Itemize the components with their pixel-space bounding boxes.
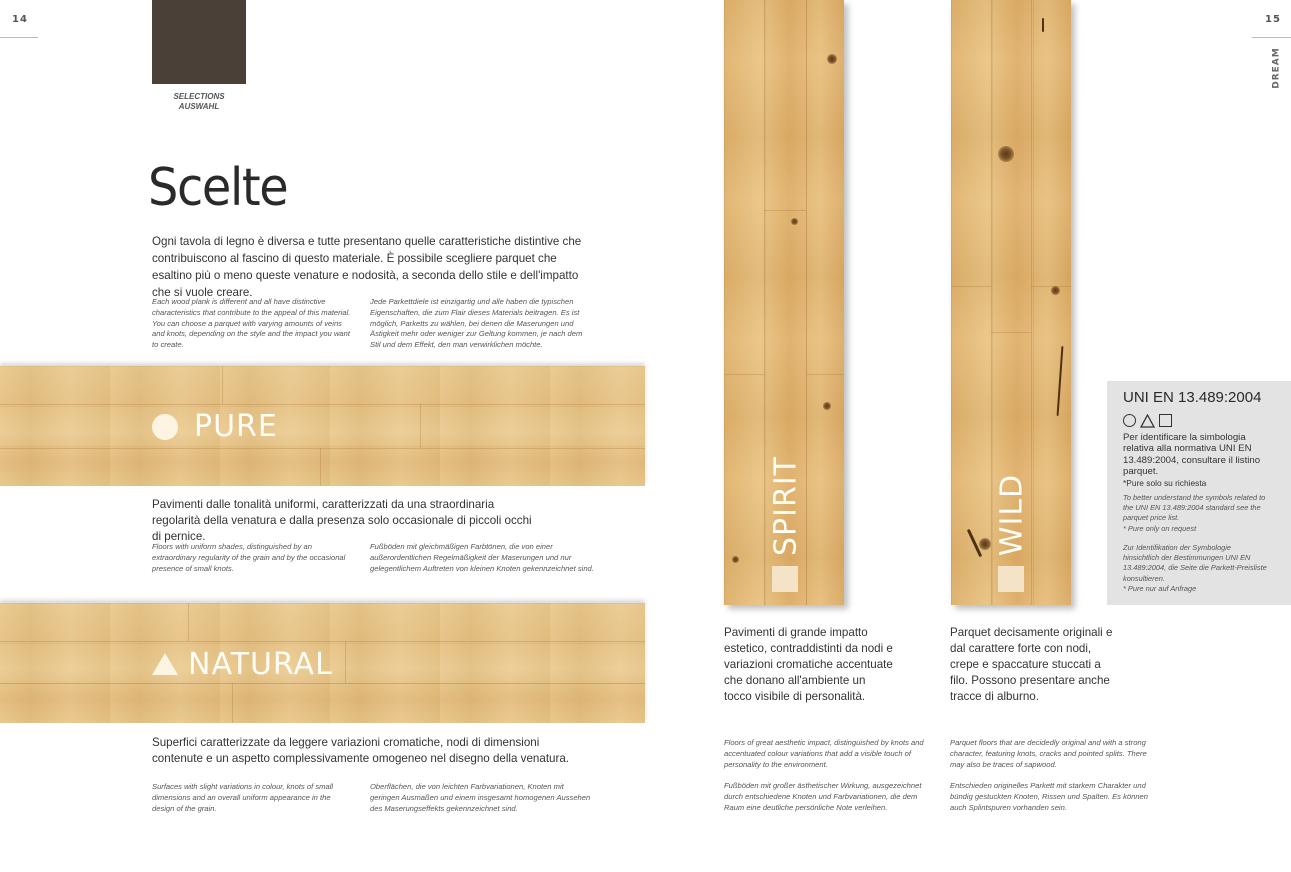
norm-text-it: Per identificare la simbologia relativa alla normativa UNI EN 13.489:2004, consultare il listino parquet. *Pure solo su richiesta bbox=[1123, 432, 1261, 488]
swatch-caption: SELECTIONS AUSWAHL bbox=[173, 92, 225, 111]
wild-text-de: Entschieden originelles Parkett mit starkem Charakter und bündig gestuckten Knoten, Rissen und Spalten. Es können auch Splintspuren vorhanden sein. bbox=[950, 781, 1148, 812]
pure-wood-sample bbox=[0, 366, 645, 486]
norm-text-de: Zur Identifikation der Symbologie hinsichtlich der Bestimmungen UNI EN 13.489:2004, die Seite die Parkett-Preisliste konsultieren. * Pure nur auf Anfrage bbox=[1123, 543, 1267, 593]
pure-text-it: Pavimenti dalle tonalità uniformi, caratterizzati da una straordinaria regolarità della venatura e dalla presenza solo occasionale di piccoli occhi di pernice. bbox=[152, 498, 532, 543]
wild-label-wrap bbox=[992, 455, 1032, 575]
circle-icon bbox=[152, 414, 178, 440]
wild-text-it: Parquet decisamente originali e dal carattere forte con nodi, crepe e spaccature stuccati a filo. Possono presentare anche tracce di alburno. bbox=[950, 626, 1113, 703]
natural-text-en: Surfaces with slight variations in colour, knots of small dimensions and an overall uniform appearance in the design of the grain. bbox=[152, 782, 334, 813]
natural-label: NATURAL bbox=[188, 647, 333, 682]
spirit-wood-sample bbox=[724, 0, 844, 605]
spirit-text-it: Pavimenti di grande impatto estetico, contraddistinti da nodi e variazioni cromatiche accentuate che donano all'ambiente un tocco visibile di personalità. bbox=[724, 626, 893, 703]
side-label: DREAM bbox=[1271, 47, 1282, 89]
triangle-outline-icon bbox=[1140, 414, 1155, 428]
color-swatch bbox=[152, 0, 246, 84]
wild-text-en: Parquet floors that are decidedly original and with a strong character, featuring knots, cracks and pointed splits. There may also be traces of sapwood. bbox=[950, 738, 1147, 769]
pure-text-de: Fußböden mit gleichmäßigen Farbtönen, die von einer außerordentlichen Regelmäßigkeit der Maserungen und nur gelegentlichem Auftreten von kleinen Knoten gekennzeichnet sind. bbox=[370, 542, 594, 573]
natural-text-it: Superfici caratterizzate da leggere variazioni cromatiche, nodi di dimensioni contenute e un aspetto complessivamente omogeneo nel disegno della venatura. bbox=[152, 736, 570, 765]
spirit-label-wrap bbox=[766, 446, 806, 566]
norm-info-box bbox=[1107, 381, 1291, 605]
natural-text-de: Oberflächen, die von leichten Farbvariationen, Knoten mit geringen Ausmaßen und einem insgesamt homogenen Aussehen des Maserungseffekts gekennzeichnet sind. bbox=[370, 782, 591, 813]
circle-outline-icon bbox=[1123, 414, 1136, 427]
page-title: Scelte bbox=[148, 158, 288, 218]
norm-title: UNI EN 13.489:2004 bbox=[1123, 389, 1262, 406]
spirit-text-en: Floors of great aesthetic impact, distinguished by knots and accentuated colour variations that add a visible touch of personality to the environment. bbox=[724, 738, 924, 769]
square-outline-icon bbox=[1159, 414, 1172, 427]
intro-text-it: Ogni tavola di legno è diversa e tutte presentano quelle caratteristiche distintive che contribuiscono al fascino di questo materiale. È possibile scegliere parquet che esaltino più o meno queste venature e nodosità, a seconda dello stile e dell'impatto che si vuole creare. bbox=[152, 235, 582, 299]
wild-wood-sample bbox=[951, 0, 1071, 605]
pure-label: PURE bbox=[194, 409, 278, 444]
spirit-text-de: Fußböden mit großer ästhetischer Wirkung, ausgezeichnet durch entschiedene Knoten und Farbvariationen, die dem Raum eine deutliche persönliche Note verleihen. bbox=[724, 781, 922, 812]
norm-text-en: To better understand the symbols related to the UNI EN 13.489:2004 standard see the parquet price list. * Pure only on request bbox=[1123, 493, 1266, 533]
spirit-label: SPIRIT bbox=[768, 456, 804, 556]
page-number-rule-left bbox=[0, 37, 38, 38]
pure-text-en: Floors with uniform shades, distinguished by an extraordinary regularity of the grain and by the occasional presence of small knots. bbox=[152, 542, 346, 573]
intro-text-en: Each wood plank is different and all have distinctive characteristics that contribute to the appeal of this material. You can choose a parquet with varying amounts of veins and knots, depending on the style and the impact you want to create. bbox=[152, 297, 351, 350]
page-number-left: 14 bbox=[12, 14, 28, 25]
page-number-rule-right bbox=[1252, 37, 1291, 38]
page-number-right: 15 bbox=[1265, 14, 1281, 25]
norm-symbols bbox=[1123, 412, 1172, 428]
natural-wood-sample bbox=[0, 603, 645, 723]
wild-label: WILD bbox=[994, 473, 1030, 557]
triangle-icon bbox=[152, 653, 178, 675]
square-icon bbox=[998, 566, 1024, 592]
square-icon bbox=[772, 566, 798, 592]
intro-text-de: Jede Parkettdiele ist einzigartig und alle haben die typischen Eigenschaften, die zum Flair dieses Materials beitragen. Es ist möglich, Parketts zu wählen, bei denen die Maserungen und Ästigkeit mehr oder weniger zur Geltung kommen, je nach dem Stil und dem Effekt, den man verwirklichen möchte. bbox=[370, 297, 583, 350]
